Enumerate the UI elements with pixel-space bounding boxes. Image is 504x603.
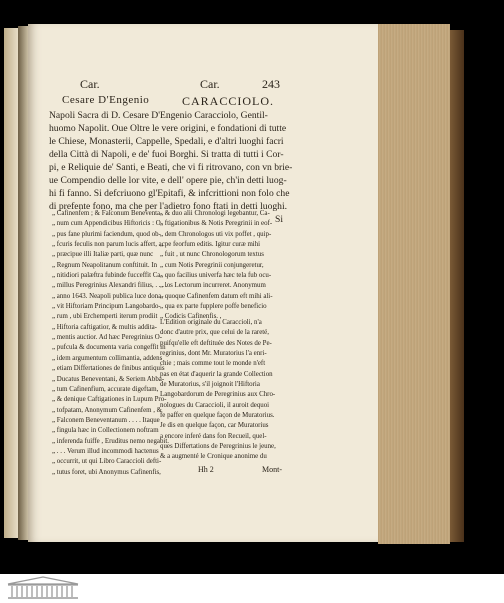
left-column-line: „ præcipue illi Italiæ parti, quæ nunc bbox=[52, 251, 154, 259]
main-text-line: ue Compendio delle lor vite, e dell' opere pie, ch'in detti luog- bbox=[49, 175, 287, 186]
french-text-line: chie ; mais comme tout le monde n'eft bbox=[160, 360, 266, 368]
library-building-icon bbox=[6, 576, 80, 600]
left-column-line: „ Ducatus Beneventani, & Seriem Abba- bbox=[52, 375, 165, 383]
right-column-line: „ quo facilius univerfa hæc tela fub ocu- bbox=[160, 272, 272, 280]
left-column-line: „ vit Hiftoriam Principum Langobardo- bbox=[52, 303, 161, 311]
right-column-line: „ & duo alii Chronologi legebantur, Ca- bbox=[160, 210, 270, 217]
french-text-line: & a augmenté le Cronique anonime du bbox=[160, 453, 267, 461]
page-edges bbox=[378, 24, 450, 544]
left-column-line: „ tutus foret, ubi Anonymus Cafinenfis, bbox=[52, 468, 161, 476]
left-column-line: „ Cafinenfem ; & Falconum Beneventa- bbox=[52, 210, 163, 217]
left-column-line: „ occurrit, ut qui Libro Caraccioli defti- bbox=[52, 458, 162, 466]
right-column-line: „ cum Notis Peregrinii conjungeretur, bbox=[160, 261, 264, 269]
left-column-line: „ Falconem Beneventanum . . . . Itaque bbox=[52, 416, 160, 424]
right-column-line: „ los Lectorum incurreret. Anonymum bbox=[160, 282, 266, 290]
french-text-line: ques Differtations de Peregrinius le jeune, bbox=[160, 443, 276, 451]
right-column-line: „ qua ex parte fupplere poffe beneficio bbox=[160, 303, 267, 311]
right-column-line: „ pe feorfum editis. Igitur curæ mihi bbox=[160, 241, 261, 249]
right-column-french bbox=[160, 318, 276, 463]
left-column-line: „ pufcula & documenta varia congeffit in bbox=[52, 344, 166, 352]
main-text-line: huomo Napolit. Oue Oltre le vere origini, e fondationi di tutte bbox=[49, 123, 287, 134]
left-column-line: „ etiam Differtationes de finibus antiquis bbox=[52, 365, 165, 373]
left-column-line: „ num cum Appendicibus Hiftoricis : O- bbox=[52, 220, 163, 228]
running-head-left: Car. bbox=[80, 77, 100, 91]
left-column-line: „ inferenda fuiffe , Eruditus nemo negabit. bbox=[52, 437, 169, 445]
left-column-line: „ Regnum Neapolitanum conftituit. In bbox=[52, 261, 158, 269]
right-column-line: „ fuit , ut nunc Chronologorum textus bbox=[160, 251, 264, 259]
left-column-line: „ nitidiori palæftra fubinde fucceffit Ca- bbox=[52, 272, 163, 280]
french-text-line: donc d'autre prix, que celui de la rareté, bbox=[160, 329, 269, 337]
left-column-line: „ pus fane plurimi faciendum, quod ob- bbox=[52, 230, 161, 238]
left-column-line: „ Hiftoria caftigatior, & multis additа- bbox=[52, 323, 157, 331]
french-text-line: Je dis en quelque façon, car Muratorius bbox=[160, 422, 269, 430]
main-text-line: pi, e Reliquie de' Santi, e Beati, che vi fi ritrovano, con vn brie- bbox=[49, 162, 293, 173]
catchword: Mont- bbox=[262, 465, 282, 474]
left-column-line: „ mentis auctior. Ad hæc Peregrinius O- bbox=[52, 334, 163, 342]
left-column-line: „ rum , ubi Erchemperti iterum prodiit bbox=[52, 313, 158, 321]
left-column-line: „ anno 1643. Neapoli publica luce dona- bbox=[52, 292, 164, 300]
main-text-line: di prefente fono, ma che per l'adietro fono ftati in detti luoghi. bbox=[49, 201, 288, 212]
left-column-line: „ & denique Caftigationes in Lupum Pro- bbox=[52, 396, 167, 404]
french-text-line: regrinius, dont Mr. Muratorius l'a enri- bbox=[160, 350, 267, 358]
right-column-line: „ Codicis Cafinenfis. , bbox=[160, 313, 222, 321]
left-column-line: „ fcuris feculis non parum lucis affert, ac bbox=[52, 241, 165, 249]
main-text-line: della Città di Napoli, e de' fuoi Borghi. Si tratta di tutti i Cor- bbox=[49, 149, 284, 160]
left-column-line: „ fingula hæc in Collectionem noftram bbox=[52, 427, 159, 435]
french-text-line: nologues du Caraccioli, il auroit dequoi bbox=[160, 401, 270, 409]
book-cover-edge bbox=[450, 30, 464, 542]
right-column-line: „ dem Chronologos uti vix poffet , quip- bbox=[160, 230, 272, 238]
running-head-center: Car. bbox=[200, 77, 220, 91]
left-column-line: „ millus Peregrinius Alexandri filius, . . . . bbox=[52, 282, 168, 290]
right-column-quote bbox=[160, 209, 273, 323]
left-column-line: „ tum Cafinenfium, accurate digeftam, bbox=[52, 385, 159, 393]
page-number: 243 bbox=[262, 77, 280, 91]
left-column-line: „ tofpatam, Anonymum Cafinenfem , & bbox=[52, 406, 163, 414]
french-text-line: fe paffer en quelque façon de Muratorius. bbox=[160, 412, 275, 420]
main-text-line: Si bbox=[275, 214, 284, 225]
previous-page-edge bbox=[4, 28, 18, 538]
left-column-quote bbox=[52, 209, 169, 478]
signature-mark: Hh 2 bbox=[198, 465, 214, 474]
french-text-line: puifqu'elle eft deftituée des Notes de Pe- bbox=[160, 339, 272, 347]
main-text-line: le Chiese, Monasterii, Cappelle, Spedali, e d'altri luoghi facri bbox=[49, 136, 284, 147]
entry-author-name: CARACCIOLO. bbox=[182, 94, 275, 108]
french-text-line: a encore inferé dans fon Recueil, quel- bbox=[160, 432, 267, 440]
french-text-line: de Muratorius, s'il joignoit l'Hiftoria bbox=[160, 381, 260, 389]
left-column-line: „ . . . Verum illud incommodi hactenus bbox=[52, 447, 159, 455]
main-text-line: hi fi fanno. Si defcriuono gl'Epitafi, & infcrittioni non folo che bbox=[49, 188, 290, 199]
main-text-line: Napoli Sacra di D. Cesare D'Engenio Caracciolo, Gentil- bbox=[49, 110, 268, 121]
entry-author-prefix: Cesare D'Engenio bbox=[62, 94, 150, 106]
left-column-line: „ idem argumentum collimantia, addens bbox=[52, 354, 163, 362]
french-text-line: pas en état d'aquerir la grande Collection bbox=[160, 370, 273, 378]
right-column-line: „ ftigationibus & Notis Peregrinii in eof- bbox=[160, 220, 273, 228]
french-text-line: L'Edition originale du Caraccioli, n'a bbox=[160, 319, 262, 326]
book-gutter bbox=[18, 26, 28, 540]
french-text-line: Langobardorum de Peregrinius aux Chro- bbox=[160, 391, 276, 399]
right-column-line: „ quoque Cafinenfem datum eft mihi ali- bbox=[160, 292, 273, 300]
